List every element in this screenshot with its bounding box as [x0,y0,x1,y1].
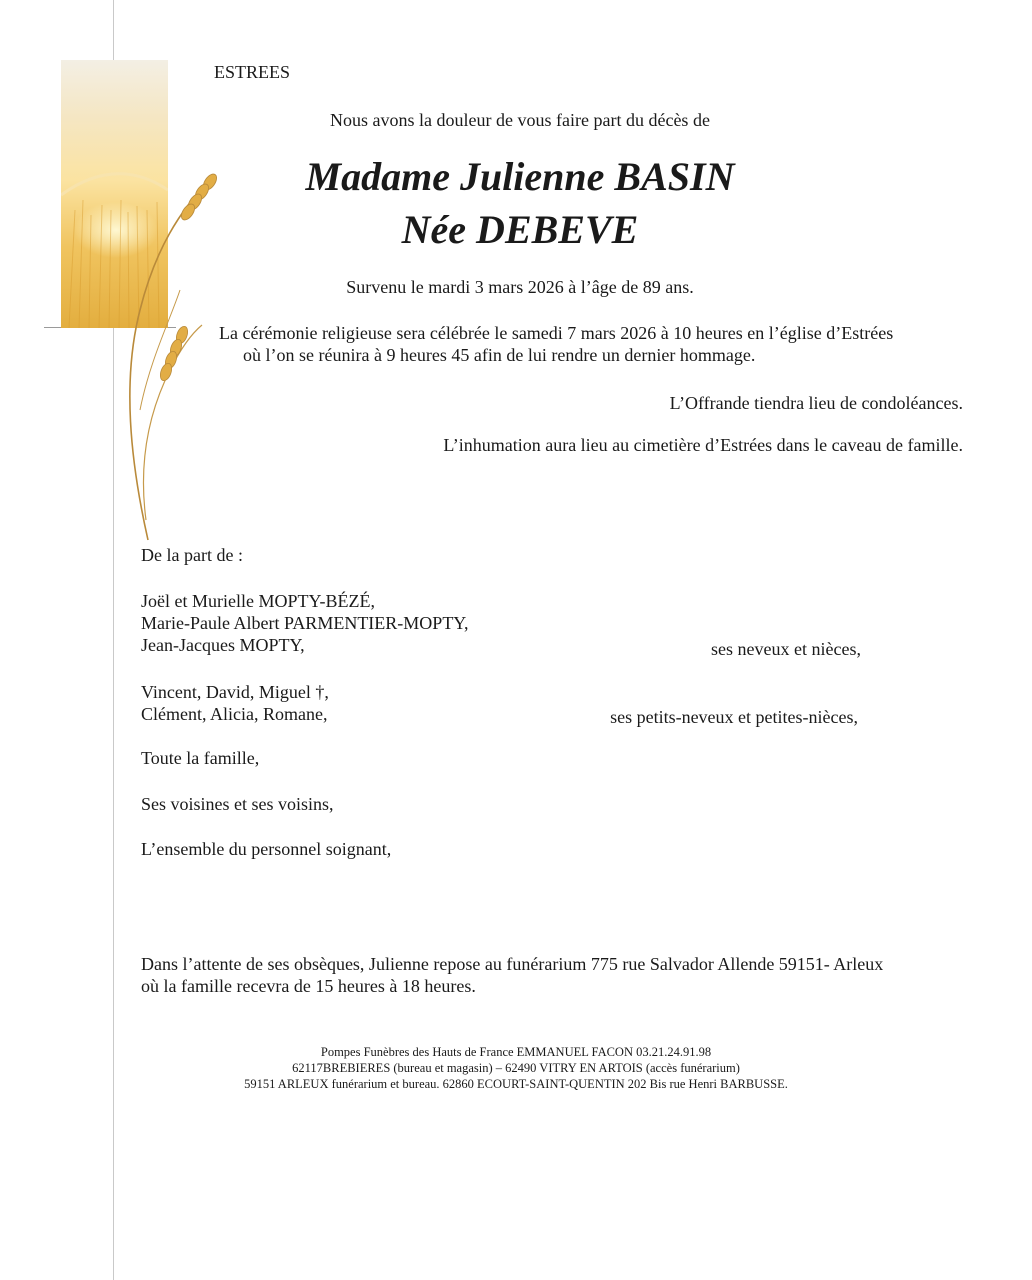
relation-label: ses neveux et nièces, [711,639,861,659]
place-name: ESTREES [214,62,291,82]
family-line: Toute la famille, [141,748,260,768]
offering-note: L’Offrande tiendra lieu de condoléances. [669,393,963,413]
deceased-name: Madame Julienne BASIN [305,154,735,199]
family-member: Vincent, David, Miguel †, [141,682,329,702]
footer-address-2: 59151 ARLEUX funérarium et bureau. 62860 ECOURT-SAINT-QUENTIN 202 Bis rue Henri BARBUSSE. [244,1077,788,1091]
announcement-intro: Nous avons la douleur de vous faire part du décès de [330,110,710,130]
family-line: L’ensemble du personnel soignant, [141,839,392,859]
death-date: Survenu le mardi 3 mars 2026 à l’âge de 89 ans. [346,277,694,297]
family-member: Jean-Jacques MOPTY, [141,635,305,655]
family-member: Joël et Murielle MOPTY-BÉZÉ, [141,591,375,611]
maiden-name: Née DEBEVE [401,207,639,252]
family-member: Marie-Paule Albert PARMENTIER-MOPTY, [141,613,469,633]
funerarium-line-1: Dans l’attente de ses obsèques, Julienne repose au funérarium 775 rue Salvador Allende 59151- Arleux [141,954,884,974]
funerarium-line-2: où la famille recevra de 15 heures à 18 heures. [141,976,476,996]
ceremony-line-1: La cérémonie religieuse sera célébrée le samedi 7 mars 2026 à 10 heures en l’église d’Estrées [219,323,894,343]
family-intro: De la part de : [141,545,243,565]
family-member: Clément, Alicia, Romane, [141,704,328,724]
relation-label: ses petits-neveux et petites-nièces, [610,707,858,727]
footer-address-1: 62117BREBIERES (bureau et magasin) – 62490 VITRY EN ARTOIS (accès funérarium) [292,1061,740,1075]
family-line: Ses voisines et ses voisins, [141,794,334,814]
burial-note: L’inhumation aura lieu au cimetière d’Estrées dans le caveau de famille. [443,435,963,455]
ceremony-line-2: où l’on se réunira à 9 heures 45 afin de lui rendre un dernier hommage. [243,345,756,365]
footer-company: Pompes Funèbres des Hauts de France EMMANUEL FACON 03.21.24.91.98 [320,1045,712,1059]
